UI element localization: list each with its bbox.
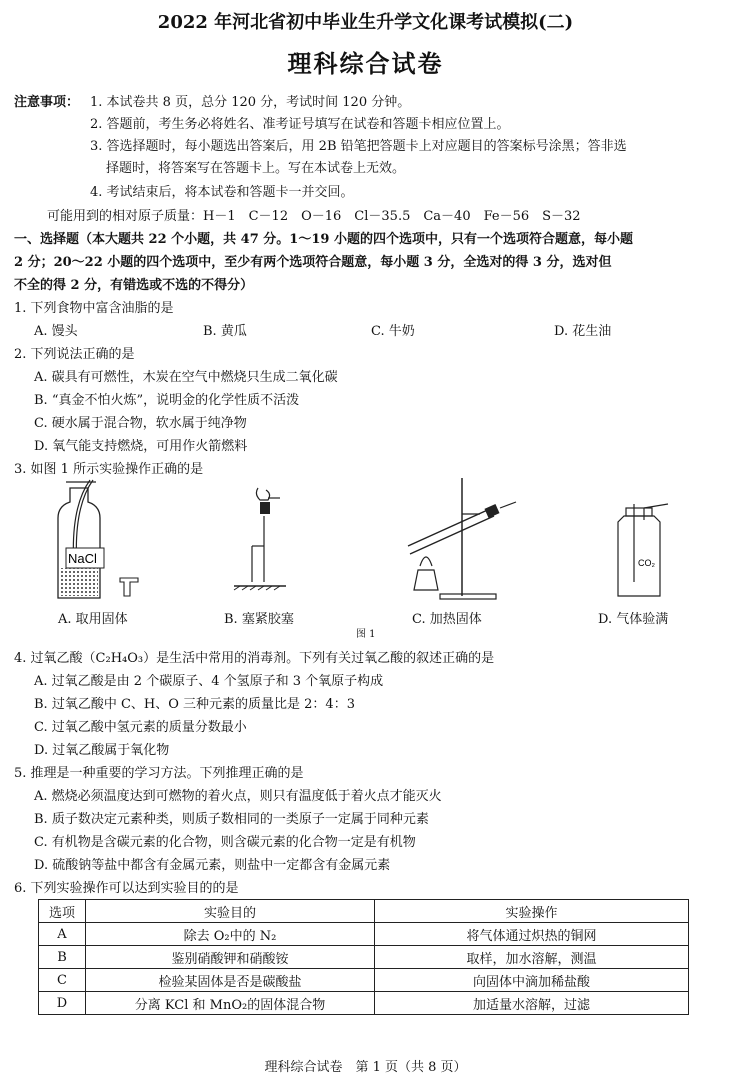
notice-item: 3. 答选择题时，每小题选出答案后，用 2B 铅笔把答题卡上对应题目的答案标号涂黑；答非选 xyxy=(90,139,627,154)
table-cell: 取样，加水溶解，测温 xyxy=(375,946,689,969)
nacl-label: NaCl xyxy=(68,551,97,566)
table-row xyxy=(39,946,689,969)
notice-item: 择题时，将答案写在答题卡上。写在本试卷上无效。 xyxy=(106,161,406,176)
question-stem: 6. 下列实验操作可以达到实验目的的是 xyxy=(14,881,239,896)
option: B. 过氧乙酸中 C、H、O 三种元素的质量比是 2：4：3 xyxy=(34,697,355,712)
option: C. 牛奶 xyxy=(371,324,415,339)
option: B. 黄瓜 xyxy=(203,324,247,339)
figure-d-gas-full xyxy=(608,502,678,602)
question-stem: 2. 下列说法正确的是 xyxy=(14,347,135,362)
option: A. 碳具有可燃性，木炭在空气中燃烧只生成二氧化碳 xyxy=(34,370,338,385)
question-stem: 4. 过氧乙酸（C₂H₄O₃）是生活中常用的消毒剂。下列有关过氧乙酸的叙述正确的是 xyxy=(14,651,495,666)
option: C. 有机物是含碳元素的化合物，则含碳元素的化合物一定是有机物 xyxy=(34,835,416,850)
table-cell: 检验某固体是否是碳酸盐 xyxy=(86,969,375,992)
table-cell: 分离 KCl 和 MnO₂的固体混合物 xyxy=(86,992,375,1015)
figure-label: 图 1 xyxy=(356,629,376,640)
table-row xyxy=(39,969,689,992)
co2-label: CO₂ xyxy=(638,558,655,568)
option: A. 馒头 xyxy=(34,324,78,339)
figure-caption: B. 塞紧胶塞 xyxy=(224,612,294,627)
exam-subtitle: 理科综合试卷 xyxy=(287,49,444,78)
option: C. 硬水属于混合物，软水属于纯净物 xyxy=(34,416,247,431)
column-header: 选项 xyxy=(39,900,86,923)
table-cell: 除去 O₂中的 N₂ xyxy=(86,923,375,946)
notice-item: 2. 答题前，考生务必将姓名、准考证号填写在试卷和答题卡相应位置上。 xyxy=(90,117,510,132)
table-cell: 向固体中滴加稀盐酸 xyxy=(375,969,689,992)
figure-caption: A. 取用固体 xyxy=(58,612,128,627)
question-stem: 5. 推理是一种重要的学习方法。下列推理正确的是 xyxy=(14,766,304,781)
option: C. 过氧乙酸中氢元素的质量分数最小 xyxy=(34,720,247,735)
option: D. 花生油 xyxy=(554,324,612,339)
column-header: 实验操作 xyxy=(375,900,689,923)
section-heading: 一、选择题（本大题共 22 个小题，共 47 分。1～19 小题的四个选项中，只有一个选项符合题意，每小题 xyxy=(14,232,633,247)
table-cell: C xyxy=(39,969,86,992)
table-cell: 加适量水溶解，过滤 xyxy=(375,992,689,1015)
notice-item: 4. 考试结束后，将本试卷和答题卡一并交回。 xyxy=(90,185,354,200)
table-cell: D xyxy=(39,992,86,1015)
figure-caption: D. 气体验满 xyxy=(598,612,669,627)
page-footer: 理科综合试卷 第 1 页（共 8 页） xyxy=(264,1060,467,1075)
option: D. 硫酸钠等盐中都含有金属元素，则盐中一定都含有金属元素 xyxy=(34,858,391,873)
option: B. 质子数决定元素种类，则质子数相同的一类原子一定属于同种元素 xyxy=(34,812,429,827)
figure-caption: C. 加热固体 xyxy=(412,612,482,627)
figure-b-stopper xyxy=(230,486,290,600)
table-cell: 鉴别硝酸钾和硝酸铵 xyxy=(86,946,375,969)
question-stem: 1. 下列食物中富含油脂的是 xyxy=(14,301,174,316)
exam-title: 2022 年河北省初中毕业生升学文化课考试模拟(二) xyxy=(157,12,574,33)
table-header-row xyxy=(39,900,689,923)
option: A. 燃烧必须温度达到可燃物的着火点，则只有温度低于着火点才能灭火 xyxy=(34,789,442,804)
figure-c-heat-solid xyxy=(400,478,530,602)
table-cell: B xyxy=(39,946,86,969)
option: D. 氧气能支持燃烧，可用作火箭燃料 xyxy=(34,439,248,454)
notice-label: 注意事项： xyxy=(14,95,80,110)
atomic-mass-line: 可能用到的相对原子质量：H－1 C－12 O－16 Cl－35.5 Ca－40 Fe－56 S－32 xyxy=(47,209,581,224)
section-heading: 2 分；20～22 小题的四个选项中，至少有两个选项符合题意，每小题 3 分，全选对的得 3 分，选对但 xyxy=(14,255,612,270)
figure-a-take-solid xyxy=(40,478,150,600)
question-stem: 3. 如图 1 所示实验操作正确的是 xyxy=(14,462,204,477)
table-row xyxy=(39,923,689,946)
table-row xyxy=(39,992,689,1015)
table-cell: A xyxy=(39,923,86,946)
table-cell: 将气体通过炽热的铜网 xyxy=(375,923,689,946)
option: D. 过氧乙酸属于氧化物 xyxy=(34,743,170,758)
experiment-table xyxy=(38,899,689,1015)
notice-item: 1. 本试卷共 8 页，总分 120 分，考试时间 120 分钟。 xyxy=(90,95,411,110)
option: A. 过氧乙酸是由 2 个碳原子、4 个氢原子和 3 个氧原子构成 xyxy=(34,674,384,689)
section-heading: 不全的得 2 分，有错选或不选的不得分） xyxy=(14,278,254,293)
option: B. “真金不怕火炼”，说明金的化学性质不活泼 xyxy=(34,393,300,408)
column-header: 实验目的 xyxy=(86,900,375,923)
